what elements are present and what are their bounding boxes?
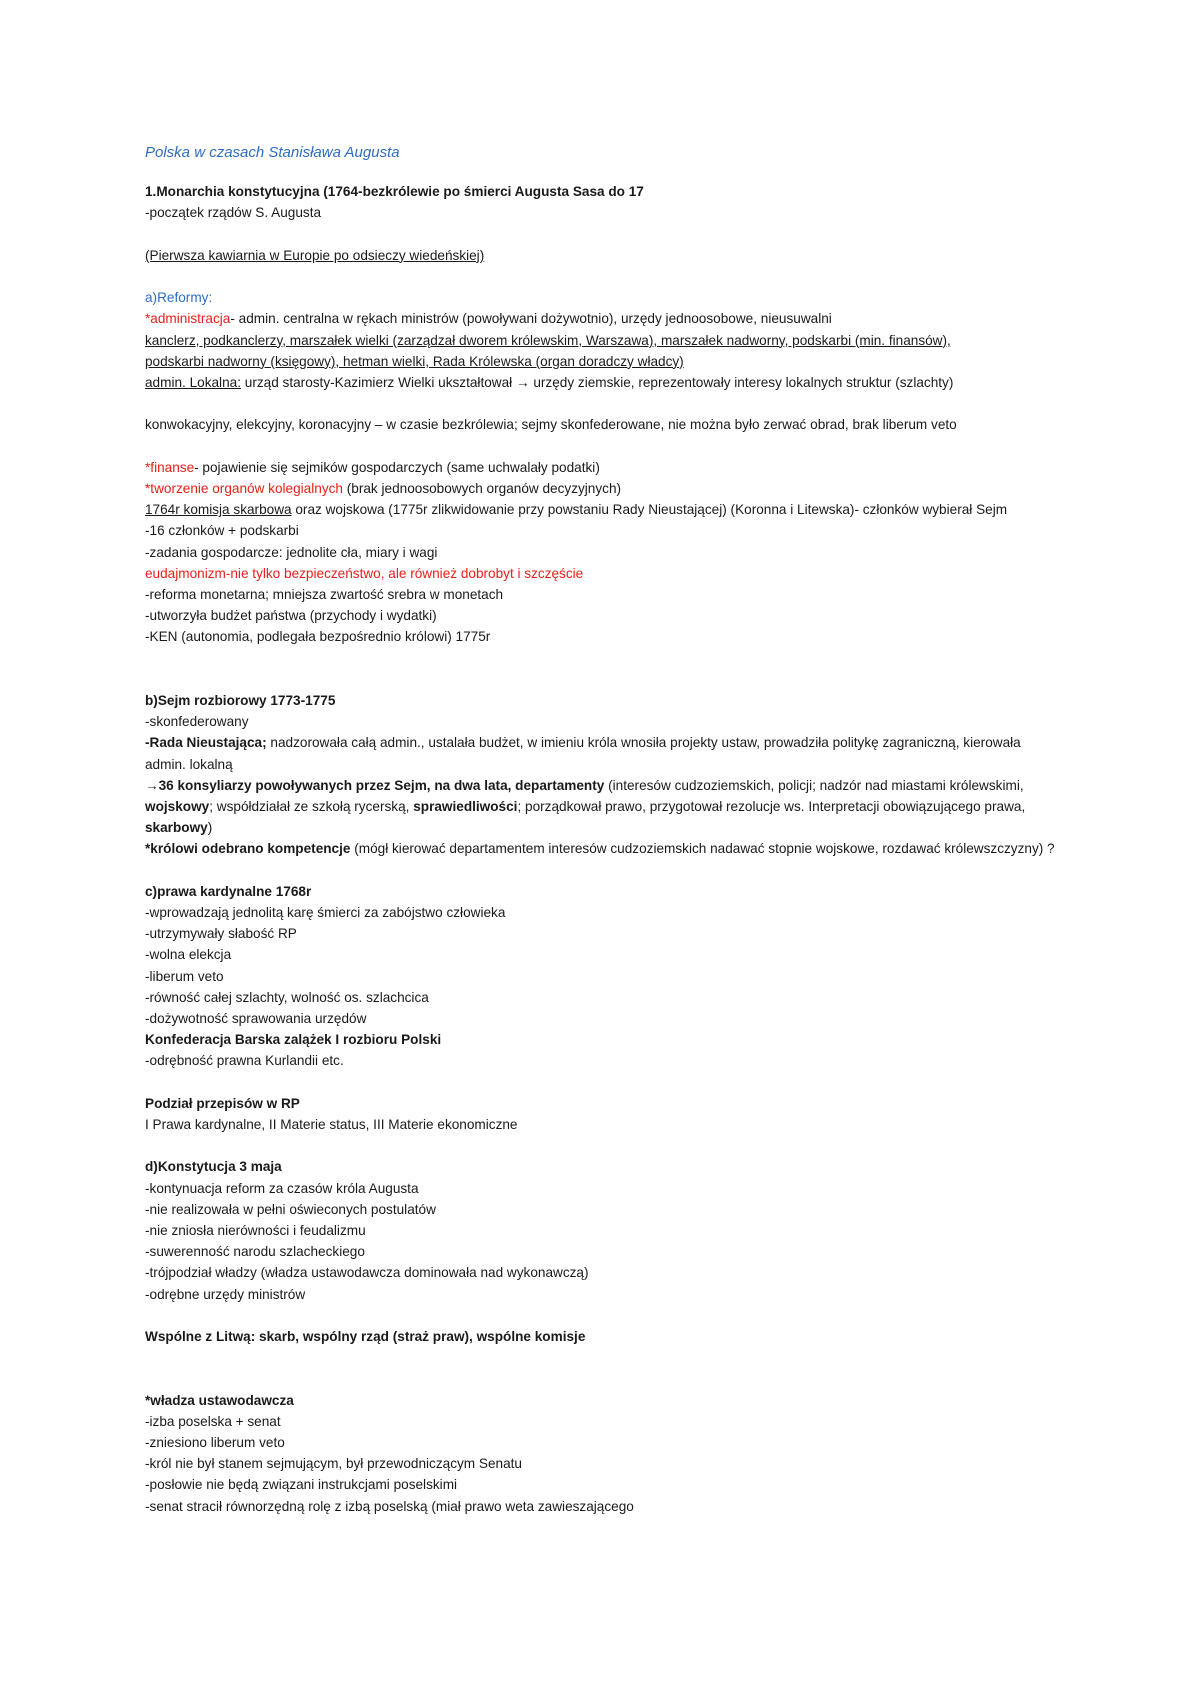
konsyliarze-skarbowy: skarbowy xyxy=(145,820,208,836)
rada-rest: nadzorowała całą admin., ustalała budżet, w imieniu króla wnosiła projekty ustaw, prowadziła politykę zagraniczną, kierowała admin. lokalną xyxy=(145,735,1021,772)
ken-line: -KEN (autonomia, podlegała bezpośrednio królowi) 1775r xyxy=(145,629,491,645)
c-item: -liberum veto xyxy=(145,968,224,984)
d-item: -kontynuacja reform za czasów króla Augusta xyxy=(145,1180,419,1196)
organy-rest: (brak jednoosobowych organów decyzyjnych) xyxy=(342,480,622,496)
section-a-heading: a)Reformy: xyxy=(145,290,213,306)
d-item: -nie zniosła nierówności i feudalizmu xyxy=(145,1223,366,1239)
admin-rest: - admin. centralna w rękach ministrów (powoływani dożywotnio), urzędy jednoosobowe, nieusuwalni xyxy=(230,311,832,327)
admin-local-line xyxy=(145,372,1065,393)
w-item: -król nie był stanem sejmującym, był przewodniczącym Senatu xyxy=(145,1456,522,1472)
konsyliarze-sprawiedliwosci: sprawiedliwości xyxy=(413,799,518,814)
litwa-line: Wspólne z Litwą: skarb, wspólny rząd (straż praw), wspólne komisje xyxy=(145,1329,586,1345)
c-item: -wolna elekcja xyxy=(145,947,232,963)
d-item: -trójpodział władzy (władza ustawodawcza dominowała nad wykonawczą) xyxy=(145,1265,589,1281)
odrebnosc-line: -odrębność prawna Kurlandii etc. xyxy=(145,1053,344,1069)
krol-rest: (mógł kierować departamentem interesów cudzoziemskich nadawać stopnie wojskowe, rozdawać królewszczyzny) ? xyxy=(350,841,1055,857)
skonfederowany-line: -skonfederowany xyxy=(145,714,249,730)
eudajmonizm-line: eudajmonizm-nie tylko bezpieczeństwo, ale również dobrobyt i szczęście xyxy=(145,565,584,581)
w-item: -posłowie nie będą związani instrukcjami poselskimi xyxy=(145,1477,458,1493)
section-d-heading: d)Konstytucja 3 maja xyxy=(145,1159,282,1175)
c-item: -wprowadzają jednolitą karę śmierci za zabójstwo człowieka xyxy=(145,905,506,920)
admin-local-label: admin. Lokalna: xyxy=(145,375,241,390)
podzial-heading: Podział przepisów w RP xyxy=(145,1095,300,1111)
document-title: Polska w czasach Stanisława Augusta xyxy=(145,144,400,161)
admin-local-b: urzędy ziemskie, reprezentowały interesy lokalnych struktur (szlachty) xyxy=(529,375,954,390)
podzial-text: I Prawa kardynalne, II Materie status, III Materie ekonomiczne xyxy=(145,1117,518,1133)
komisja-label: 1764r komisja skarbowa xyxy=(145,502,292,518)
c-item: -utrzymywały słabość RP xyxy=(145,926,297,942)
admin-line xyxy=(145,308,1065,329)
document-body xyxy=(145,142,1065,1517)
w-item: -izba poselska + senat xyxy=(145,1413,281,1429)
section-b-heading: b)Sejm rozbiorowy 1773-1775 xyxy=(145,692,336,708)
organy-label: *tworzenie organów kolegialnych xyxy=(145,480,343,496)
konsyliarze-label: 36 konsyliarzy powoływanych przez Sejm, na dwa lata, departamenty xyxy=(158,777,605,793)
komisja-line xyxy=(145,499,1065,520)
krol-line xyxy=(145,838,1065,859)
finanse-rest: - pojawienie się sejmików gospodarczych (same uchwalały podatki) xyxy=(194,459,600,475)
czlonkowie-line: -16 członków + podskarbi xyxy=(145,523,299,539)
wladza-heading: *władza ustawodawcza xyxy=(145,1392,294,1408)
komisja-rest: oraz wojskowa (1775r zlikwidowanie przy powstaniu Rady Nieustającej) (Koronna i Litewska)- członków wybierał Sejm xyxy=(291,502,1008,518)
sejmy-line: konwokacyjny, elekcyjny, koronacyjny – w czasie bezkrólewia; sejmy skonfederowane, nie można było zerwać obrad, brak liberum veto xyxy=(145,417,957,433)
admin-label: *administracja xyxy=(145,311,231,327)
konsyliarze-wojskowy: wojskowy xyxy=(145,799,210,814)
arrow-icon: → xyxy=(145,777,159,793)
zadania-line: -zadania gospodarcze: jednolite cła, miary i wagi xyxy=(145,544,438,560)
d-item: -nie realizowała w pełni oświeconych postulatów xyxy=(145,1201,436,1217)
w-item: -zniesiono liberum veto xyxy=(145,1435,285,1450)
admin-offices-2: podskarbi nadworny (księgowy), hetman wielki, Rada Królewska (organ doradczy władcy) xyxy=(145,353,684,369)
konsyliarze-d: ; porządkował prawo, przygotował rezolucje ws. Interpretacji obowiązującego prawa, xyxy=(517,799,1026,814)
admin-offices-1: kanclerz, podkanclerzy, marszałek wielki (zarządzał dworem królewskim, Warszawa), marszałek nadworny, podskarbi (min. finansów), xyxy=(145,332,951,348)
c-item: -równość całej szlachty, wolność os. szlachcica xyxy=(145,989,429,1005)
d-item: -odrębne urzędy ministrów xyxy=(145,1286,306,1302)
budzet-line: -utworzyła budżet państwa (przychody i wydatki) xyxy=(145,608,437,624)
section-1-line: -początek rządów S. Augusta xyxy=(145,205,322,221)
section-c-heading: c)prawa kardynalne 1768r xyxy=(145,883,312,899)
c-item: -dożywotność sprawowania urzędów xyxy=(145,1011,367,1027)
konsyliarze-line xyxy=(145,775,1065,839)
section-1-note: (Pierwsza kawiarnia w Europie po odsieczy wiedeńskiej) xyxy=(145,247,485,263)
finanse-label: *finanse xyxy=(145,459,195,475)
d-item: -suwerenność narodu szlacheckiego xyxy=(145,1244,365,1260)
rada-line xyxy=(145,732,1065,774)
reforma-line: -reforma monetarna; mniejsza zwartość srebra w monetach xyxy=(145,587,504,602)
finanse-line xyxy=(145,457,1065,478)
organy-line xyxy=(145,478,1065,499)
konsyliarze-c: ; współdziałał ze szkołą rycerską, xyxy=(209,799,414,814)
konsyliarze-e: ) xyxy=(207,820,213,836)
admin-local-a: urząd starosty-Kazimierz Wielki ukształtował xyxy=(240,375,516,390)
rada-label: -Rada Nieustająca; xyxy=(145,735,267,751)
w-item: -senat stracił równorzędną rolę z izbą poselską (miał prawo weta zawieszającego xyxy=(145,1498,634,1514)
konsyliarze-a: (interesów cudzoziemskich, policji; nadzór nad miastami królewskimi, xyxy=(604,777,1024,793)
arrow-icon: → xyxy=(515,375,530,390)
konfederacja-line: Konfederacja Barska zalążek I rozbioru Polski xyxy=(145,1032,442,1048)
section-1-heading: 1.Monarchia konstytucyjna (1764-bezkrólewie po śmierci Augusta Sasa do 17 xyxy=(145,184,644,200)
krol-label: *królowi odebrano kompetencje xyxy=(145,841,351,857)
